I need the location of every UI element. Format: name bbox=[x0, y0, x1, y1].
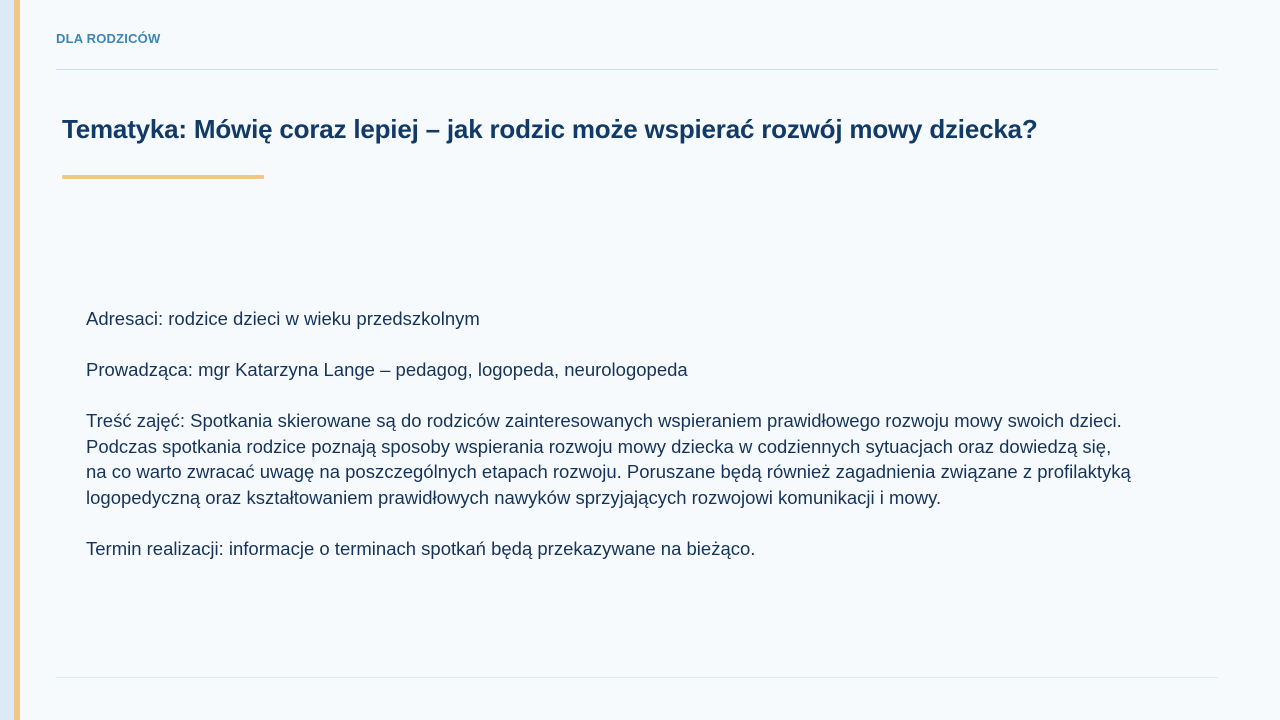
content-line: Podczas spotkania rodzice poznają sposoby wspierania rozwoju mowy dziecka w codziennych sytuacjach oraz dowiedzą się, bbox=[86, 435, 1112, 457]
title-underline bbox=[62, 175, 264, 179]
left-accent-bar bbox=[14, 0, 20, 720]
content-line: logopedyczną oraz kształtowaniem prawidłowych nawyków sprzyjających rozwojowi komunikacji i mowy. bbox=[86, 486, 942, 508]
page-title: Tematyka: Mówię coraz lepiej – jak rodzic może wspierać rozwój mowy dziecka? bbox=[62, 114, 1038, 144]
section-label: DLA RODZICÓW bbox=[56, 31, 161, 46]
content-line: na co warto zwracać uwagę na poszczególnych etapach rozwoju. Poruszane będą również zagadnienia związane z profilaktyką bbox=[86, 461, 1131, 482]
header-divider bbox=[56, 69, 1218, 70]
content-line: Treść zajęć: Spotkania skierowane są do rodziców zainteresowanych wspieraniem prawidłowego rozwoju mowy swoich dzieci. bbox=[86, 410, 1122, 431]
details-block bbox=[86, 306, 1196, 561]
left-edge-strip bbox=[0, 0, 14, 720]
recipients-text: Adresaci: rodzice dzieci w wieku przedszkolnym bbox=[86, 308, 480, 329]
instructor-text: Prowadząca: mgr Katarzyna Lange – pedagog, logopeda, neurologopeda bbox=[86, 359, 688, 380]
course-content-text bbox=[86, 408, 1196, 510]
schedule-text: Termin realizacji: informacje o terminach spotkań będą przekazywane na bieżąco. bbox=[86, 537, 756, 559]
footer-divider bbox=[56, 677, 1218, 678]
